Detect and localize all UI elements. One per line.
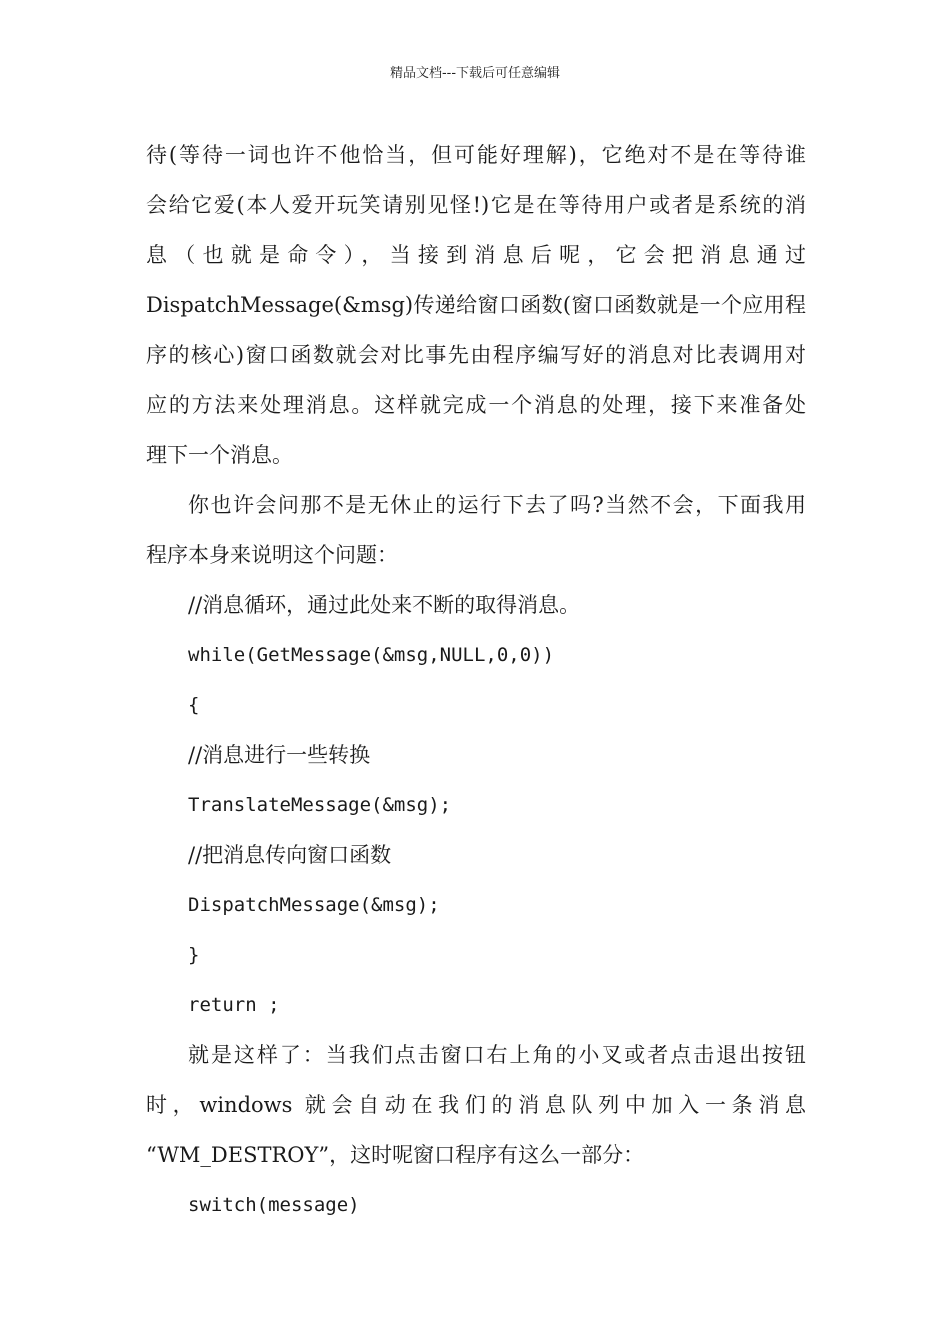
paragraph-line: “WM_DESTROY”，这时呢窗口程序有这么一部分： — [146, 1143, 645, 1167]
code-line: while(GetMessage(&msg,NULL,0,0)) — [188, 644, 555, 666]
code-line: DispatchMessage(&msg); — [188, 894, 440, 916]
paragraph-line: 会给它爱(本人爱开玩笑请别见怪!)它是在等待用户或者是系统的消 — [146, 193, 806, 217]
paragraph-line: 理下一个消息。 — [146, 443, 293, 467]
code-comment-line: //消息循环，通过此处来不断的取得消息。 — [188, 593, 581, 617]
document-body — [146, 130, 806, 1230]
code-line: } — [188, 944, 200, 966]
code-line: switch(message) — [188, 1194, 360, 1216]
code-line: return ; — [188, 994, 280, 1016]
paragraph-line: 应的方法来处理消息。这样就完成一个消息的处理，接下来准备处 — [146, 393, 806, 417]
paragraph-line: 时，windows 就会自动在我们的消息队列中加入一条消息 — [146, 1093, 806, 1117]
paragraph-line: 待(等待一词也许不他恰当，但可能好理解)，它绝对不是在等待谁 — [146, 143, 806, 167]
paragraph-line: DispatchMessage(&msg)传递给窗口函数(窗口函数就是一个应用程 — [146, 293, 806, 317]
code-line: { — [188, 694, 200, 716]
page-header: 精品文档---下载后可任意编辑 — [389, 66, 561, 81]
paragraph-line: 息（也就是命令），当接到消息后呢，它会把消息通过 — [146, 243, 806, 267]
paragraph-line: 就是这样了：当我们点击窗口右上角的小叉或者点击退出按钮 — [188, 1043, 806, 1067]
paragraph-line: 序的核心)窗口函数就会对比事先由程序编写好的消息对比表调用对 — [146, 343, 806, 367]
paragraph-line: 你也许会问那不是无休止的运行下去了吗?当然不会，下面我用 — [188, 493, 806, 517]
code-line: TranslateMessage(&msg); — [188, 794, 452, 816]
code-comment-line: //消息进行一些转换 — [188, 743, 371, 767]
code-comment-line: //把消息传向窗口函数 — [188, 843, 392, 867]
paragraph-line: 程序本身来说明这个问题： — [146, 543, 398, 567]
